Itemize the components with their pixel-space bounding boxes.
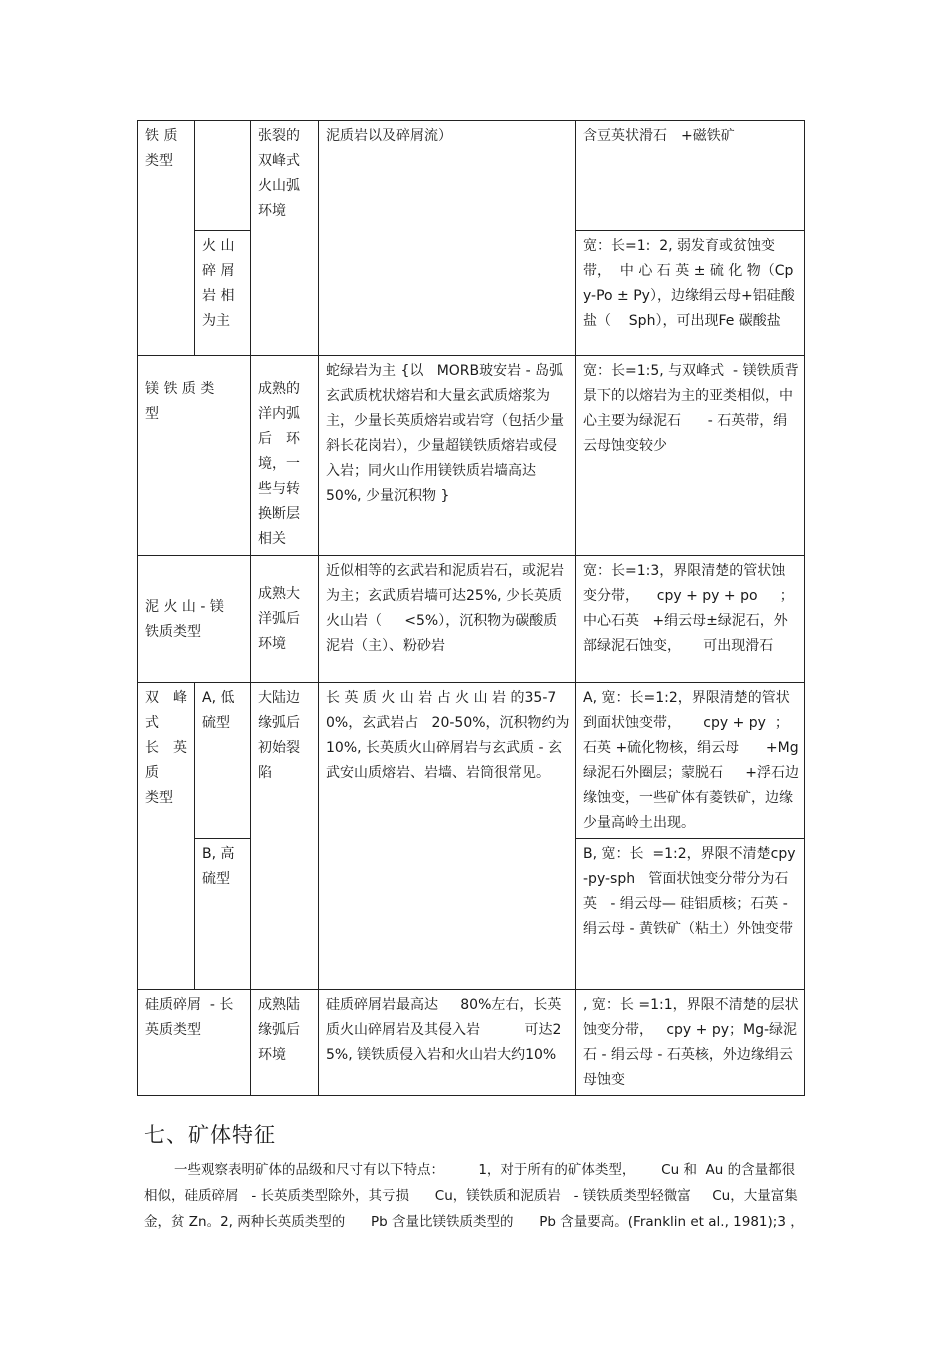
ore-type-table [137,120,805,1096]
cell-setting-bimodal-felsic: 大陆边 缘弧后 初始裂 陷 [251,683,319,990]
cell-alteration-pelitic-mafic: 宽：长=1:3，界限清楚的管状蚀变分带， cpy + py + po ；中心石英 +绢云母±绿泥石，外部绿泥石蚀变， 可出现滑石 [576,556,805,683]
cell-type-mafic: 镁 铁 质 类 型 [138,356,251,556]
cell-subtype-empty [195,121,251,231]
cell-alteration-siliciclastic-felsic: , 宽：长 =1:1，界限不清楚的层状蚀变分带， cpy + py；Mg-绿泥石 - 绢云母 - 石英核，外边缘绢云母蚀变 [576,990,805,1096]
cell-alteration-iron-b: 宽：长=1: 2, 弱发育或贫蚀变带， 中 心 石 英 ± 硫 化 物（Cpy-Po ± Py），边缘绢云母+铝硅酸盐（ Sph），可出现Fe 碳酸盐 [576,231,805,356]
cell-subtype-volcaniclastic: 火 山 碎 屑 岩 相 为主 [195,231,251,356]
cell-alteration-mafic: 宽：长=1:5, 与双峰式 - 镁铁质背景下的以熔岩为主的亚类相似，中心主要为绿泥石 - 石英带，绢云母蚀变较少 [576,356,805,556]
cell-setting-mafic: 成熟的 洋内弧 后 环 境，一 些与转 换断层 相关 [251,356,319,556]
cell-alteration-iron-a: 含豆英状滑石 +磁铁矿 [576,121,805,231]
cell-rocks-iron: 泥质岩以及碎屑流） [319,121,576,356]
cell-type-siliciclastic-felsic: 硅质碎屑 - 长英质类型 [138,990,251,1096]
cell-setting-pelitic-mafic: 成熟大 洋弧后 环境 [251,556,319,683]
cell-subtype-high-sulfidation: B, 高 硫型 [195,839,251,990]
cell-alteration-bimodal-felsic-b: B, 宽：长 =1:2，界限不清楚cpy-py-sph 管面状蚀变分带分为石英 - 绢云母— 硅铝质核；石英 - 绢云母 - 黄铁矿（粘土）外蚀变带 [576,839,805,990]
section-paragraph: 一些观察表明矿体的品级和尺寸有以下特点： 1，对于所有的矿体类型， Cu 和 Au 的含量都很相似，硅质碎屑 - 长英质类型除外，其亏损 Cu，镁铁质和泥质岩 - 镁铁质类型轻微富 Cu，大量富集金，贫 Zn。2, 两种长英质类型的 Pb 含量比镁铁质类型的 Pb 含量要高。(Franklin et al., 1981);3 ， [144,1162,804,1230]
cell-type-iron: 铁 质 类型 [138,121,195,356]
cell-type-pelitic-mafic: 泥 火 山 - 镁 铁质类型 [138,556,251,683]
cell-rocks-bimodal-felsic: 长 英 质 火 山 岩 占 火 山 岩 的35-70%，玄武岩占 20-50%，沉积物约为 10%, 长英质火山碎屑岩与玄武质 - 玄武安山质熔岩、岩墙、岩筒很常见。 [319,683,576,990]
cell-alteration-bimodal-felsic-a: A, 宽：长=1:2，界限清楚的管状到面状蚀变带， cpy + py ；石英 +硫化物核，绢云母 +Mg 绿泥石外圈层；蒙脱石 +浮石边缘蚀变，一些矿体有菱铁矿，边缘少量高岭土出现。 [576,683,805,839]
cell-subtype-low-sulfidation: A, 低 硫型 [195,683,251,839]
cell-rocks-siliciclastic-felsic: 硅质碎屑岩最高达 80%左右，长英质火山碎屑岩及其侵入岩 可达25%, 镁铁质侵入岩和火山岩大约10% [319,990,576,1096]
cell-setting-bimodal-arc: 张裂的 双峰式 火山弧 环境 [251,121,319,356]
cell-setting-siliciclastic-felsic: 成熟陆 缘弧后 环境 [251,990,319,1096]
cell-rocks-mafic: 蛇绿岩为主 {以 MORB玻安岩 - 岛弧玄武质枕状熔岩和大量玄武质熔浆为主，少量长英质熔岩或岩穹（包括少量斜长花岗岩），少量超镁铁质熔岩或侵入岩；同火山作用镁铁质岩墙高达 50%, 少量沉积物 } [319,356,576,556]
cell-rocks-pelitic-mafic: 近似相等的玄武岩和泥质岩石，或泥岩为主；玄武质岩墙可达25%, 少长英质火山岩（ <5%），沉积物为碳酸质泥岩（主）、粉砂岩 [319,556,576,683]
cell-type-bimodal-felsic: 双 峰 式 长 英 质 类型 [138,683,195,990]
section-heading: 七、矿体特征 [144,1123,276,1147]
